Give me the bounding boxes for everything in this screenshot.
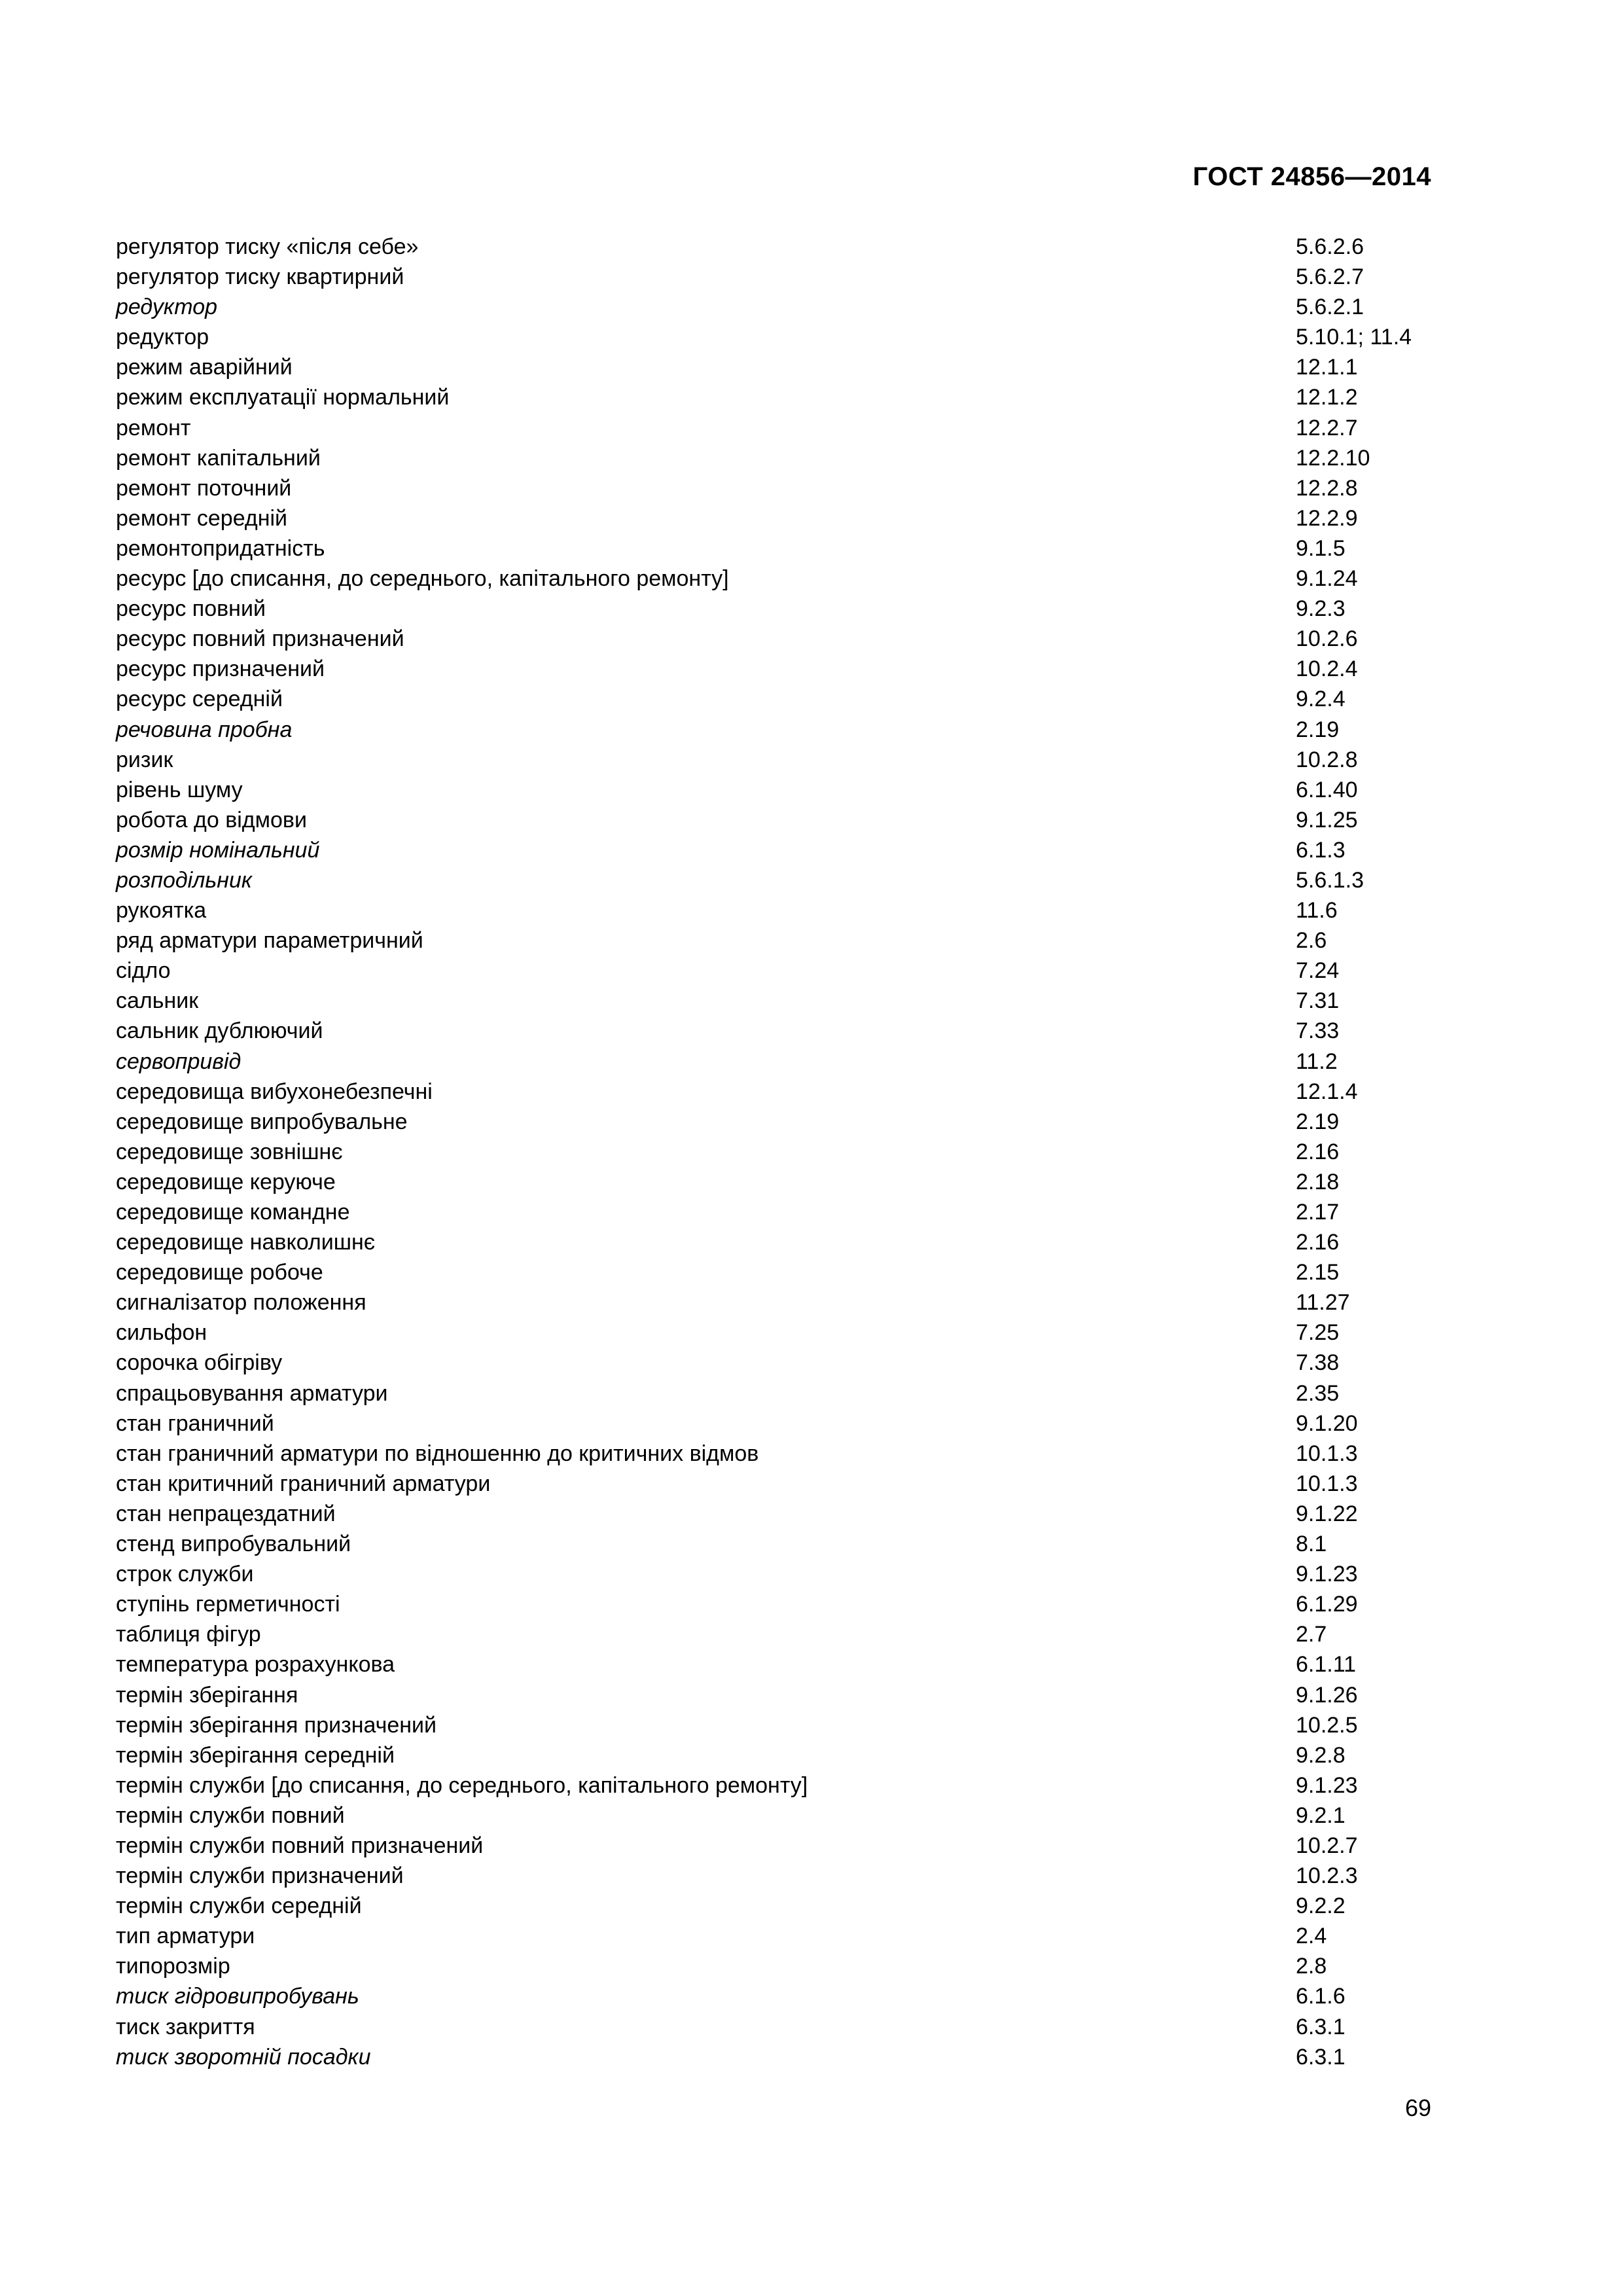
index-term: сигналізатор положення — [116, 1290, 366, 1316]
index-term: режим експлуатації нормальний — [116, 385, 450, 410]
index-reference: 9.1.23 — [1296, 1772, 1358, 1798]
index-term: ремонт — [116, 415, 191, 440]
index-row — [116, 1077, 1431, 1107]
index-reference: 6.3.1 — [1296, 2014, 1346, 2039]
index-reference: 11.6 — [1296, 898, 1338, 924]
index-reference: 5.6.1.3 — [1296, 867, 1364, 893]
index-term: робота до відмови — [116, 807, 307, 833]
index-row — [116, 1107, 1431, 1137]
index-reference: 5.6.2.1 — [1296, 295, 1364, 320]
document-header: ГОСТ 24856—2014 — [1192, 162, 1431, 191]
index-term: строк служби — [116, 1562, 254, 1587]
index-term: ремонт середній — [116, 505, 288, 531]
index-row — [116, 1227, 1431, 1257]
index-term: ремонтопридатність — [116, 535, 325, 561]
index-reference: 10.1.3 — [1296, 1441, 1358, 1466]
index-row — [116, 684, 1431, 714]
index-row — [116, 1137, 1431, 1167]
index-term: ризик — [116, 747, 173, 772]
index-row — [116, 1861, 1431, 1891]
index-term: стан граничний арматури по відношенню до критичних відмов — [116, 1441, 759, 1466]
index-reference: 2.4 — [1296, 1924, 1327, 1949]
index-reference: 2.19 — [1296, 717, 1340, 742]
index-term: температура розрахункова — [116, 1652, 395, 1677]
index-term: стан критичний граничний арматури — [116, 1471, 491, 1496]
index-row — [116, 1499, 1431, 1529]
index-row — [116, 1740, 1431, 1770]
index-term: редуктор — [116, 295, 218, 320]
index-reference: 9.1.24 — [1296, 566, 1358, 592]
index-term: термін служби призначений — [116, 1863, 404, 1889]
index-reference: 9.1.5 — [1296, 535, 1346, 561]
index-row — [116, 1318, 1431, 1348]
index-term: ресурс повний призначений — [116, 626, 404, 652]
index-row — [116, 805, 1431, 835]
index-row — [116, 1831, 1431, 1861]
index-term: ресурс повний — [116, 596, 266, 622]
index-term: стан непрацездатний — [116, 1501, 336, 1526]
index-term: середовище керуюче — [116, 1169, 336, 1194]
index-reference: 7.25 — [1296, 1320, 1340, 1346]
index-term: термін зберігання середній — [116, 1742, 395, 1768]
index-row — [116, 1589, 1431, 1619]
index-reference: 8.1 — [1296, 1532, 1327, 1557]
index-reference: 7.31 — [1296, 988, 1340, 1014]
index-reference: 2.18 — [1296, 1169, 1340, 1194]
index-reference: 9.1.22 — [1296, 1501, 1358, 1526]
index-term: ряд арматури параметричний — [116, 928, 423, 954]
index-reference: 12.2.9 — [1296, 505, 1358, 531]
index-term: регулятор тиску «після себе» — [116, 234, 419, 259]
index-term: стенд випробувальний — [116, 1532, 351, 1557]
index-row — [116, 1439, 1431, 1469]
index-row — [116, 986, 1431, 1016]
index-term: редуктор — [116, 325, 209, 350]
index-row — [116, 1680, 1431, 1710]
index-term: рівень шуму — [116, 777, 243, 802]
index-term: середовище навколишнє — [116, 1230, 376, 1255]
index-term: регулятор тиску квартирний — [116, 264, 404, 290]
index-term: ресурс [до списання, до середнього, капітального ремонту] — [116, 566, 729, 592]
index-term: ступінь герметичності — [116, 1592, 340, 1617]
index-reference: 7.38 — [1296, 1350, 1340, 1376]
index-row — [116, 352, 1431, 382]
index-reference: 2.8 — [1296, 1954, 1327, 1979]
index-term: типорозмір — [116, 1954, 230, 1979]
index-reference: 6.1.3 — [1296, 837, 1346, 863]
index-row — [116, 1951, 1431, 1981]
index-row — [116, 1529, 1431, 1559]
index-reference: 9.1.25 — [1296, 807, 1358, 833]
index-reference: 5.10.1; 11.4 — [1296, 325, 1412, 350]
index-reference: 10.2.5 — [1296, 1712, 1358, 1738]
index-term: спрацьовування арматури — [116, 1380, 388, 1406]
index-row — [116, 925, 1431, 956]
index-reference: 6.1.29 — [1296, 1592, 1358, 1617]
index-reference: 10.2.4 — [1296, 656, 1358, 682]
index-reference: 12.2.10 — [1296, 445, 1370, 471]
index-term: розподільник — [116, 867, 252, 893]
index-row — [116, 2042, 1431, 2072]
index-row — [116, 1167, 1431, 1197]
index-list — [116, 232, 1431, 2072]
index-reference: 6.3.1 — [1296, 2044, 1346, 2070]
index-term: ресурс середній — [116, 687, 283, 712]
index-term: стан граничний — [116, 1410, 274, 1436]
index-row — [116, 1257, 1431, 1287]
index-row — [116, 715, 1431, 745]
index-row — [116, 1891, 1431, 1921]
index-reference: 2.17 — [1296, 1200, 1340, 1225]
index-term: середовище командне — [116, 1200, 350, 1225]
index-reference: 6.1.6 — [1296, 1984, 1346, 2009]
index-term: ресурс призначений — [116, 656, 325, 682]
page-number: 69 — [1404, 2094, 1431, 2121]
index-row — [116, 1047, 1431, 1077]
index-term: термін служби середній — [116, 1893, 362, 1919]
index-term: сильфон — [116, 1320, 207, 1346]
index-term: тиск закриття — [116, 2014, 255, 2039]
index-term: середовища вибухонебезпечні — [116, 1079, 433, 1104]
index-reference: 7.24 — [1296, 958, 1340, 984]
index-row — [116, 533, 1431, 564]
index-reference: 10.2.6 — [1296, 626, 1358, 652]
index-row — [116, 1287, 1431, 1318]
index-row — [116, 594, 1431, 624]
index-term: сервопривід — [116, 1049, 241, 1074]
index-row — [116, 1981, 1431, 2011]
index-row — [116, 1408, 1431, 1439]
index-row — [116, 1921, 1431, 1951]
index-row — [116, 865, 1431, 895]
index-reference: 5.6.2.6 — [1296, 234, 1364, 259]
index-reference: 12.2.8 — [1296, 475, 1358, 501]
index-term: сальник — [116, 988, 199, 1014]
index-term: термін зберігання призначений — [116, 1712, 437, 1738]
index-row — [116, 2012, 1431, 2042]
index-term: речовина пробна — [116, 717, 293, 742]
index-reference: 2.35 — [1296, 1380, 1340, 1406]
index-row — [116, 624, 1431, 654]
index-reference: 11.27 — [1296, 1290, 1350, 1316]
index-term: термін служби [до списання, до середнього, капітального ремонту] — [116, 1772, 808, 1798]
index-row — [116, 1378, 1431, 1408]
index-reference: 10.1.3 — [1296, 1471, 1358, 1496]
index-reference: 7.33 — [1296, 1018, 1340, 1044]
index-reference: 12.1.4 — [1296, 1079, 1358, 1104]
index-term: сорочка обігріву — [116, 1350, 283, 1376]
index-reference: 2.6 — [1296, 928, 1327, 954]
index-term: таблиця фігур — [116, 1622, 261, 1647]
index-row — [116, 835, 1431, 865]
index-row — [116, 654, 1431, 684]
index-reference: 9.1.26 — [1296, 1682, 1358, 1708]
index-term: середовище зовнішнє — [116, 1139, 343, 1164]
index-reference: 10.2.8 — [1296, 747, 1358, 772]
index-term: тип арматури — [116, 1924, 255, 1949]
index-row — [116, 322, 1431, 352]
index-reference: 2.16 — [1296, 1230, 1340, 1255]
index-reference: 9.2.8 — [1296, 1742, 1346, 1768]
index-reference: 9.1.23 — [1296, 1562, 1358, 1587]
index-row — [116, 232, 1431, 262]
index-row — [116, 1649, 1431, 1679]
index-row — [116, 292, 1431, 322]
index-reference: 2.15 — [1296, 1260, 1340, 1285]
index-row — [116, 1801, 1431, 1831]
index-term: сідло — [116, 958, 171, 984]
index-reference: 6.1.11 — [1296, 1652, 1357, 1677]
index-row — [116, 262, 1431, 292]
index-reference: 5.6.2.7 — [1296, 264, 1364, 290]
index-row — [116, 745, 1431, 775]
index-term: ремонт капітальний — [116, 445, 321, 471]
index-reference: 12.2.7 — [1296, 415, 1358, 440]
index-row — [116, 443, 1431, 473]
index-term: сальник дублюючий — [116, 1018, 323, 1044]
index-row — [116, 413, 1431, 443]
index-reference: 9.2.4 — [1296, 687, 1346, 712]
index-reference: 10.2.7 — [1296, 1833, 1358, 1858]
index-reference: 11.2 — [1296, 1049, 1338, 1074]
index-row — [116, 1619, 1431, 1649]
index-row — [116, 1348, 1431, 1378]
index-reference: 12.1.2 — [1296, 385, 1358, 410]
index-row — [116, 1469, 1431, 1499]
index-row — [116, 1016, 1431, 1046]
index-row — [116, 564, 1431, 594]
index-row — [116, 473, 1431, 503]
index-reference: 2.7 — [1296, 1622, 1327, 1647]
index-term: середовище робоче — [116, 1260, 323, 1285]
index-row — [116, 775, 1431, 805]
index-row — [116, 1710, 1431, 1740]
index-term: режим аварійний — [116, 355, 293, 380]
index-reference: 2.19 — [1296, 1109, 1340, 1134]
index-reference: 2.16 — [1296, 1139, 1340, 1164]
index-term: рукоятка — [116, 898, 207, 924]
index-reference: 10.2.3 — [1296, 1863, 1358, 1889]
index-term: термін служби повний призначений — [116, 1833, 484, 1858]
index-row — [116, 1770, 1431, 1801]
index-row — [116, 382, 1431, 412]
index-term: термін зберігання — [116, 1682, 298, 1708]
index-term: термін служби повний — [116, 1803, 345, 1828]
index-reference: 9.2.3 — [1296, 596, 1346, 622]
index-reference: 9.2.2 — [1296, 1893, 1346, 1919]
index-term: середовище випробувальне — [116, 1109, 408, 1134]
index-row — [116, 1559, 1431, 1589]
index-row — [116, 1197, 1431, 1227]
index-term: ремонт поточний — [116, 475, 292, 501]
index-reference: 9.1.20 — [1296, 1410, 1358, 1436]
index-row — [116, 895, 1431, 925]
index-term: розмір номінальний — [116, 837, 320, 863]
index-reference: 6.1.40 — [1296, 777, 1358, 802]
index-reference: 12.1.1 — [1296, 355, 1358, 380]
index-row — [116, 503, 1431, 533]
index-reference: 9.2.1 — [1296, 1803, 1346, 1828]
index-term: тиск гідровипробувань — [116, 1984, 359, 2009]
index-row — [116, 956, 1431, 986]
index-term: тиск зворотній посадки — [116, 2044, 371, 2070]
